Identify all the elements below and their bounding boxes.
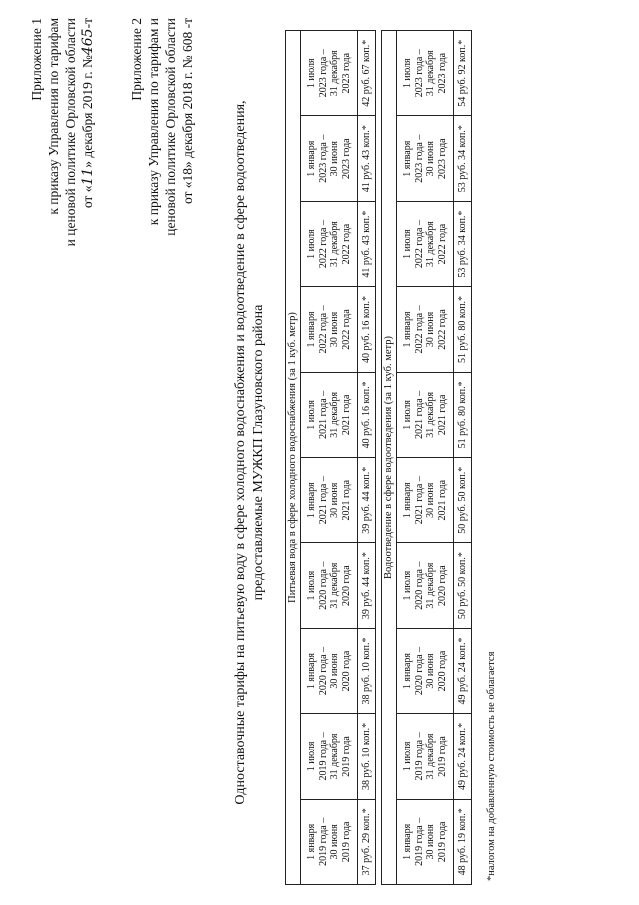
period-line: 1 января [402,652,413,690]
period-line: 2023 года [436,52,448,94]
appendix-1-date-mid: » декабря 2019 г. № [80,55,95,168]
period-line: 2023 года [340,52,352,94]
period-line: 2023 года – [317,134,329,183]
period-line: 2020 года [340,565,352,606]
period-line: 2021 года [340,394,352,436]
price-cell: 41 руб. 43 коп.* [358,116,376,201]
period-line: 2020 года [340,650,352,692]
period-line: 2019 года – [413,817,425,866]
period-cell [301,543,358,628]
period-line: 30 июня [329,653,340,689]
period-line: 31 декабря [425,733,436,780]
period-line: 1 января [306,823,317,860]
period-line: 2023 года [436,138,448,179]
appendix-2-title: Приложение 2 [129,18,144,101]
period-cell [397,372,454,457]
period-line: 30 июня [425,482,436,518]
period-line: 2020 года – [317,561,329,610]
price-cell: 40 руб. 16 коп.* [358,372,376,457]
period-cell [301,31,358,116]
price-cell: 39 руб. 44 коп.* [358,458,376,543]
period-line: 2020 года [436,650,448,692]
period-line: 2023 года [340,138,352,179]
period-cell [301,201,358,286]
period-line: 30 июня [425,311,436,348]
handwritten-day: 11 [80,167,96,186]
handwritten-order-number: 465 [80,28,96,56]
period-line: 2021 года [436,479,448,521]
appendix-1-title: Приложение 1 [29,18,44,101]
period-line: 1 июля [402,229,413,259]
period-line: 2020 года [436,565,448,606]
document-title-line-2: предоставляемые МУЖКП Глазуновского района [251,304,266,601]
price-cell: 50 руб. 50 коп.* [454,458,472,543]
period-cell [397,543,454,628]
period-line: 2022 года – [413,220,425,269]
period-line: 2022 года [340,223,352,265]
period-cell [397,201,454,286]
period-line: 2019 года [436,821,448,863]
period-line: 31 декабря [329,733,340,780]
period-cell [397,799,454,884]
price-cell: 51 руб. 80 коп.* [454,372,472,457]
period-line: 2022 года – [413,305,425,354]
price-cell: 40 руб. 16 коп.* [358,287,376,372]
price-cell: 39 руб. 44 коп.* [358,543,376,628]
period-line: 2020 года – [413,561,425,610]
price-cell: 42 руб. 67 коп.* [358,31,376,116]
price-cell: 53 руб. 34 коп.* [454,116,472,201]
price-cell: 38 руб. 10 коп.* [358,714,376,799]
appendix-1-line-3 [79,18,97,246]
period-cell [397,628,454,713]
period-line: 2019 года – [413,732,425,781]
period-cell [301,116,358,201]
period-line: 2022 года [436,309,448,350]
period-row [397,31,454,885]
period-line: 31 декабря [425,221,436,267]
appendix-2-line-1: к приказу Управления по тарифам и [146,18,161,226]
period-line: 2021 года – [317,476,329,525]
period-line: 31 декабря [425,562,436,609]
period-line: 2021 года – [317,390,329,439]
period-line: 1 января [306,140,317,177]
period-line: 1 июля [402,570,413,601]
period-cell [301,287,358,372]
period-line: 2021 года – [413,476,425,525]
period-line: 2020 года – [317,646,329,696]
period-line: 1 июля [402,58,413,89]
period-cell [301,799,358,884]
period-line: 30 июня [425,653,436,689]
price-cell: 37 руб. 29 коп.* [358,799,376,884]
period-line: 2023 года – [413,134,425,183]
period-line: 2021 года [340,479,352,521]
period-line: 31 декабря [329,562,340,609]
period-line: 2022 года [436,223,448,265]
period-line: 31 декабря [425,50,436,97]
period-line: 1 января [402,482,413,519]
price-cell: 41 руб. 43 коп.* [358,201,376,286]
period-line: 1 июля [306,400,317,430]
tariff-table [285,30,472,885]
period-line: 31 декабря [329,391,340,438]
price-cell: 54 руб. 92 коп.* [454,31,472,116]
price-row [454,31,472,885]
period-line: 2022 года – [317,220,329,269]
period-line: 1 июля [306,741,317,772]
period-line: 2023 года – [317,49,329,98]
price-cell: 53 руб. 34 коп.* [454,201,472,286]
appendix-2-line-2: ценовой политике Орловской области [163,18,178,236]
price-cell: 49 руб. 24 коп.* [454,628,472,713]
appendix-2-header [128,18,196,236]
appendix-2-line-3: от «18» декабря 2018 г. № 608 -т [180,18,195,205]
period-row [301,31,358,885]
appendix-1-line-2: и ценовой политике Орловской области [63,18,78,247]
period-line: 2021 года [436,394,448,436]
period-line: 1 января [402,823,413,860]
period-cell [397,714,454,799]
price-row [358,31,376,885]
period-line: 1 июля [402,400,413,430]
period-line: 1 января [402,140,413,177]
document-title [232,30,268,875]
period-line: 2019 года – [317,817,329,866]
period-cell [397,116,454,201]
period-cell [301,628,358,713]
period-cell [301,372,358,457]
price-cell: 38 руб. 10 коп.* [358,628,376,713]
document-title-line-1: Одноставочные тарифы на питьевую воду в сфере холодного водоснабжения и водоотведение в сфере водоотведения, [233,100,248,805]
period-line: 31 декабря [329,221,340,267]
footnote: *налогом на добавленную стоимость не облагается [486,651,497,881]
period-line: 2023 года – [413,49,425,98]
period-line: 30 июня [425,824,436,860]
period-cell [397,287,454,372]
period-line: 1 января [306,311,317,348]
period-line: 30 июня [425,141,436,177]
period-line: 2019 года [340,821,352,863]
section-heading: Водоотведение в сфере водоотведения (за 1 куб. метр) [382,31,397,885]
period-cell [301,714,358,799]
period-cell [301,458,358,543]
period-line: 30 июня [329,311,340,348]
appendix-1-date-prefix: от « [80,185,95,209]
price-cell: 48 руб. 19 коп.* [454,799,472,884]
appendix-1-header [28,18,97,246]
period-line: 31 декабря [425,391,436,438]
period-line: 2019 года [436,736,448,777]
period-cell [397,31,454,116]
period-line: 1 июля [306,570,317,601]
period-line: 30 июня [329,482,340,518]
period-line: 2019 года [340,736,352,777]
appendix-1-line-1: к приказу Управления по тарифам [46,18,61,215]
section-heading-row [286,31,301,885]
appendix-1-date-suffix: -т [80,18,95,29]
period-line: 2022 года [340,309,352,350]
price-cell: 49 руб. 24 коп.* [454,714,472,799]
period-line: 1 января [306,482,317,519]
section-heading: Питьевая вода в сфере холодного водоснабжения (за 1 куб. метр) [286,31,301,885]
period-line: 1 января [402,311,413,348]
period-line: 1 января [306,652,317,690]
period-line: 30 июня [329,824,340,860]
period-line: 1 июля [306,58,317,89]
period-line: 2019 года – [317,732,329,781]
price-cell: 50 руб. 50 коп.* [454,543,472,628]
period-line: 2020 года – [413,646,425,696]
price-cell: 51 руб. 80 коп.* [454,287,472,372]
period-line: 1 июля [306,229,317,259]
period-line: 30 июня [329,141,340,177]
section-heading-row [382,31,397,885]
period-line: 31 декабря [329,50,340,97]
period-cell [397,458,454,543]
period-line: 2022 года – [317,305,329,354]
period-line: 2021 года – [413,390,425,439]
period-line: 1 июля [402,741,413,772]
